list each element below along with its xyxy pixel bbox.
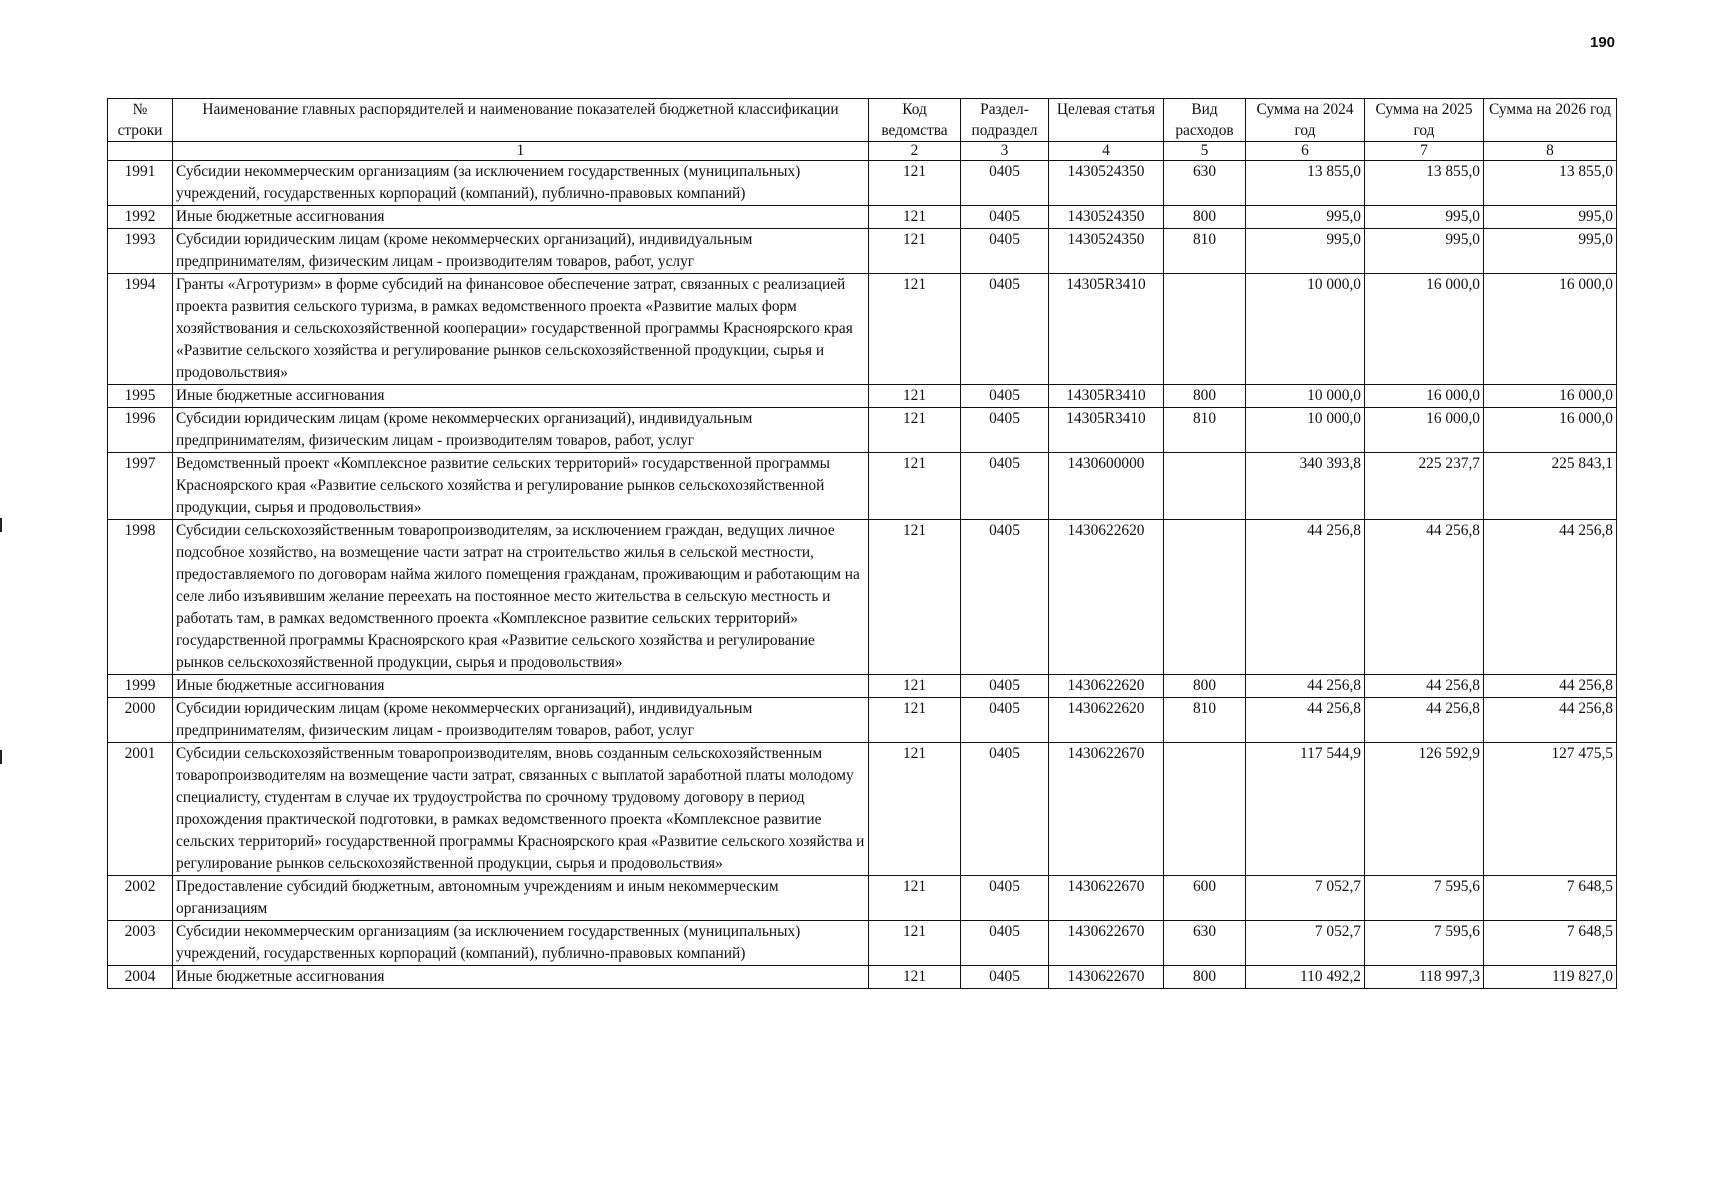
sum-2024: 44 256,8 [1246, 520, 1365, 675]
sum-2024: 44 256,8 [1246, 698, 1365, 743]
row-number: 1993 [108, 229, 173, 274]
sum-2024: 7 052,7 [1246, 876, 1365, 921]
dept-code: 121 [869, 876, 961, 921]
expense-type [1164, 274, 1246, 385]
row-name: Субсидии юридическим лицам (кроме некоммерческих организаций), индивидуальным предпринимателям, физическим лицам - производителям товаров, работ, услуг [173, 698, 869, 743]
sum-2024: 10 000,0 [1246, 385, 1365, 408]
target-code: 1430600000 [1049, 453, 1164, 520]
sum-2026: 119 827,0 [1484, 966, 1617, 989]
sum-2024: 44 256,8 [1246, 675, 1365, 698]
target-code: 1430622670 [1049, 876, 1164, 921]
sum-2026: 44 256,8 [1484, 520, 1617, 675]
row-number: 1998 [108, 520, 173, 675]
row-number: 2002 [108, 876, 173, 921]
row-number: 1995 [108, 385, 173, 408]
column-number: 1 [173, 142, 869, 161]
sum-2024: 995,0 [1246, 206, 1365, 229]
sum-2026: 16 000,0 [1484, 385, 1617, 408]
expense-type: 600 [1164, 876, 1246, 921]
row-number: 1991 [108, 161, 173, 206]
column-number: 5 [1164, 142, 1246, 161]
header-expense-type: Вид расходов [1164, 99, 1246, 142]
sum-2025: 44 256,8 [1365, 675, 1484, 698]
table-row [108, 274, 1617, 385]
sum-2024: 13 855,0 [1246, 161, 1365, 206]
target-code: 1430524350 [1049, 206, 1164, 229]
section-code: 0405 [961, 698, 1049, 743]
table-row [108, 675, 1617, 698]
sum-2025: 44 256,8 [1365, 698, 1484, 743]
row-name: Субсидии некоммерческим организациям (за исключением государственных (муниципальных) учреждений, государственных корпораций (компаний), публично-правовых компаний) [173, 161, 869, 206]
scan-mark [0, 750, 2, 764]
expense-type: 800 [1164, 206, 1246, 229]
dept-code: 121 [869, 161, 961, 206]
target-code: 14305R3410 [1049, 274, 1164, 385]
table-row [108, 520, 1617, 675]
sum-2024: 340 393,8 [1246, 453, 1365, 520]
expense-type: 810 [1164, 229, 1246, 274]
sum-2026: 127 475,5 [1484, 743, 1617, 876]
section-code: 0405 [961, 453, 1049, 520]
header-section: Раздел-подраздел [961, 99, 1049, 142]
section-code: 0405 [961, 876, 1049, 921]
row-number: 1992 [108, 206, 173, 229]
dept-code: 121 [869, 966, 961, 989]
sum-2026: 16 000,0 [1484, 408, 1617, 453]
section-code: 0405 [961, 675, 1049, 698]
expense-type [1164, 520, 1246, 675]
sum-2024: 7 052,7 [1246, 921, 1365, 966]
sum-2026: 995,0 [1484, 206, 1617, 229]
row-name: Субсидии юридическим лицам (кроме некоммерческих организаций), индивидуальным предпринимателям, физическим лицам - производителям товаров, работ, услуг [173, 229, 869, 274]
header-sum-2026: Сумма на 2026 год [1484, 99, 1617, 142]
section-code: 0405 [961, 161, 1049, 206]
budget-table [107, 98, 1617, 989]
dept-code: 121 [869, 385, 961, 408]
expense-type: 800 [1164, 966, 1246, 989]
dept-code: 121 [869, 274, 961, 385]
section-code: 0405 [961, 385, 1049, 408]
row-name: Иные бюджетные ассигнования [173, 206, 869, 229]
sum-2025: 13 855,0 [1365, 161, 1484, 206]
target-code: 1430622670 [1049, 743, 1164, 876]
section-code: 0405 [961, 966, 1049, 989]
row-name: Иные бюджетные ассигнования [173, 385, 869, 408]
dept-code: 121 [869, 921, 961, 966]
column-number: 8 [1484, 142, 1617, 161]
section-code: 0405 [961, 229, 1049, 274]
target-code: 14305R3410 [1049, 408, 1164, 453]
target-code: 1430622620 [1049, 698, 1164, 743]
expense-type: 810 [1164, 698, 1246, 743]
expense-type: 800 [1164, 675, 1246, 698]
column-number [108, 142, 173, 161]
sum-2025: 225 237,7 [1365, 453, 1484, 520]
sum-2024: 995,0 [1246, 229, 1365, 274]
section-code: 0405 [961, 921, 1049, 966]
sum-2026: 44 256,8 [1484, 675, 1617, 698]
row-number: 2000 [108, 698, 173, 743]
table-row [108, 161, 1617, 206]
column-number: 2 [869, 142, 961, 161]
target-code: 1430524350 [1049, 229, 1164, 274]
sum-2026: 16 000,0 [1484, 274, 1617, 385]
row-name: Иные бюджетные ассигнования [173, 675, 869, 698]
sum-2025: 7 595,6 [1365, 876, 1484, 921]
column-number-row [108, 142, 1617, 161]
target-code: 1430622620 [1049, 675, 1164, 698]
dept-code: 121 [869, 698, 961, 743]
row-number: 2001 [108, 743, 173, 876]
sum-2025: 44 256,8 [1365, 520, 1484, 675]
row-number: 1994 [108, 274, 173, 385]
header-sum-2024: Сумма на 2024 год [1246, 99, 1365, 142]
sum-2025: 16 000,0 [1365, 274, 1484, 385]
target-code: 1430524350 [1049, 161, 1164, 206]
sum-2025: 995,0 [1365, 229, 1484, 274]
header-row-no: № строки [108, 99, 173, 142]
table-row [108, 385, 1617, 408]
row-name: Субсидии сельскохозяйственным товаропроизводителям, вновь созданным сельскохозяйственным товаропроизводителям на возмещение части затрат, связанных с выплатой заработной платы молодому специалисту, студентам в случае их трудоустройства по срочному трудовому договору в период прохождения практической подготовки, в рамках ведомственного проекта «Комплексное развитие сельских территорий» государственной программы Красноярского края «Развитие сельского хозяйства и регулирование рынков сельскохозяйственной продукции, сырья и продовольствия» [173, 743, 869, 876]
sum-2025: 118 997,3 [1365, 966, 1484, 989]
header-target: Целевая статья [1049, 99, 1164, 142]
sum-2025: 16 000,0 [1365, 408, 1484, 453]
dept-code: 121 [869, 206, 961, 229]
expense-type: 800 [1164, 385, 1246, 408]
dept-code: 121 [869, 675, 961, 698]
sum-2024: 10 000,0 [1246, 274, 1365, 385]
row-number: 1999 [108, 675, 173, 698]
target-code: 14305R3410 [1049, 385, 1164, 408]
sum-2025: 126 592,9 [1365, 743, 1484, 876]
section-code: 0405 [961, 274, 1049, 385]
expense-type: 810 [1164, 408, 1246, 453]
table-row [108, 698, 1617, 743]
row-name: Субсидии юридическим лицам (кроме некоммерческих организаций), индивидуальным предпринимателям, физическим лицам - производителям товаров, работ, услуг [173, 408, 869, 453]
column-number: 3 [961, 142, 1049, 161]
row-name: Ведомственный проект «Комплексное развитие сельских территорий» государственной программы Красноярского края «Развитие сельского хозяйства и регулирование рынков сельскохозяйственной продукции, сырья и продовольствия» [173, 453, 869, 520]
header-sum-2025: Сумма на 2025 год [1365, 99, 1484, 142]
dept-code: 121 [869, 229, 961, 274]
section-code: 0405 [961, 520, 1049, 675]
row-number: 1997 [108, 453, 173, 520]
table-row [108, 206, 1617, 229]
scan-mark [0, 518, 2, 532]
column-number: 7 [1365, 142, 1484, 161]
sum-2026: 7 648,5 [1484, 921, 1617, 966]
sum-2026: 44 256,8 [1484, 698, 1617, 743]
page-number: 190 [1590, 34, 1616, 51]
table-row [108, 921, 1617, 966]
section-code: 0405 [961, 206, 1049, 229]
sum-2026: 7 648,5 [1484, 876, 1617, 921]
dept-code: 121 [869, 408, 961, 453]
expense-type: 630 [1164, 921, 1246, 966]
table-row [108, 966, 1617, 989]
column-number: 6 [1246, 142, 1365, 161]
dept-code: 121 [869, 453, 961, 520]
expense-type [1164, 453, 1246, 520]
target-code: 1430622670 [1049, 966, 1164, 989]
dept-code: 121 [869, 743, 961, 876]
sum-2024: 117 544,9 [1246, 743, 1365, 876]
row-name: Субсидии сельскохозяйственным товаропроизводителям, за исключением граждан, ведущих личное подсобное хозяйство, на возмещение части затрат на строительство жилья в сельской местности, предоставляемого по договорам найма жилого помещения гражданам, проживающим и работающим на селе либо изъявившим желание переехать на постоянное место жительства в сельскую местность и работать там, в рамках ведомственного проекта «Комплексное развитие сельских территорий» государственной программы Красноярского края «Развитие сельского хозяйства и регулирование рынков сельскохозяйственной продукции, сырья и продовольствия» [173, 520, 869, 675]
expense-type [1164, 743, 1246, 876]
sum-2025: 995,0 [1365, 206, 1484, 229]
target-code: 1430622670 [1049, 921, 1164, 966]
section-code: 0405 [961, 743, 1049, 876]
row-number: 1996 [108, 408, 173, 453]
row-number: 2003 [108, 921, 173, 966]
row-name: Иные бюджетные ассигнования [173, 966, 869, 989]
header-row [108, 99, 1617, 142]
column-number: 4 [1049, 142, 1164, 161]
sum-2024: 10 000,0 [1246, 408, 1365, 453]
sum-2025: 7 595,6 [1365, 921, 1484, 966]
header-dept-code: Код ведомства [869, 99, 961, 142]
sum-2025: 16 000,0 [1365, 385, 1484, 408]
table-body [108, 161, 1617, 989]
row-name: Гранты «Агротуризм» в форме субсидий на финансовое обеспечение затрат, связанных с реализацией проекта развития сельского туризма, в рамках ведомственного проекта «Развитие малых форм хозяйствования и сельскохозяйственной кооперации» государственной программы Красноярского края «Развитие сельского хозяйства и регулирование рынков сельскохозяйственной продукции, сырья и продовольствия» [173, 274, 869, 385]
target-code: 1430622620 [1049, 520, 1164, 675]
dept-code: 121 [869, 520, 961, 675]
row-number: 2004 [108, 966, 173, 989]
sum-2026: 225 843,1 [1484, 453, 1617, 520]
sum-2024: 110 492,2 [1246, 966, 1365, 989]
table-row [108, 876, 1617, 921]
section-code: 0405 [961, 408, 1049, 453]
sum-2026: 995,0 [1484, 229, 1617, 274]
table-row [108, 453, 1617, 520]
table-row [108, 743, 1617, 876]
row-name: Субсидии некоммерческим организациям (за исключением государственных (муниципальных) учреждений, государственных корпораций (компаний), публично-правовых компаний) [173, 921, 869, 966]
table-row [108, 408, 1617, 453]
table-row [108, 229, 1617, 274]
sum-2026: 13 855,0 [1484, 161, 1617, 206]
row-name: Предоставление субсидий бюджетным, автономным учреждениям и иным некоммерческим организациям [173, 876, 869, 921]
header-name: Наименование главных распорядителей и наименование показателей бюджетной классификации [173, 99, 869, 142]
expense-type: 630 [1164, 161, 1246, 206]
